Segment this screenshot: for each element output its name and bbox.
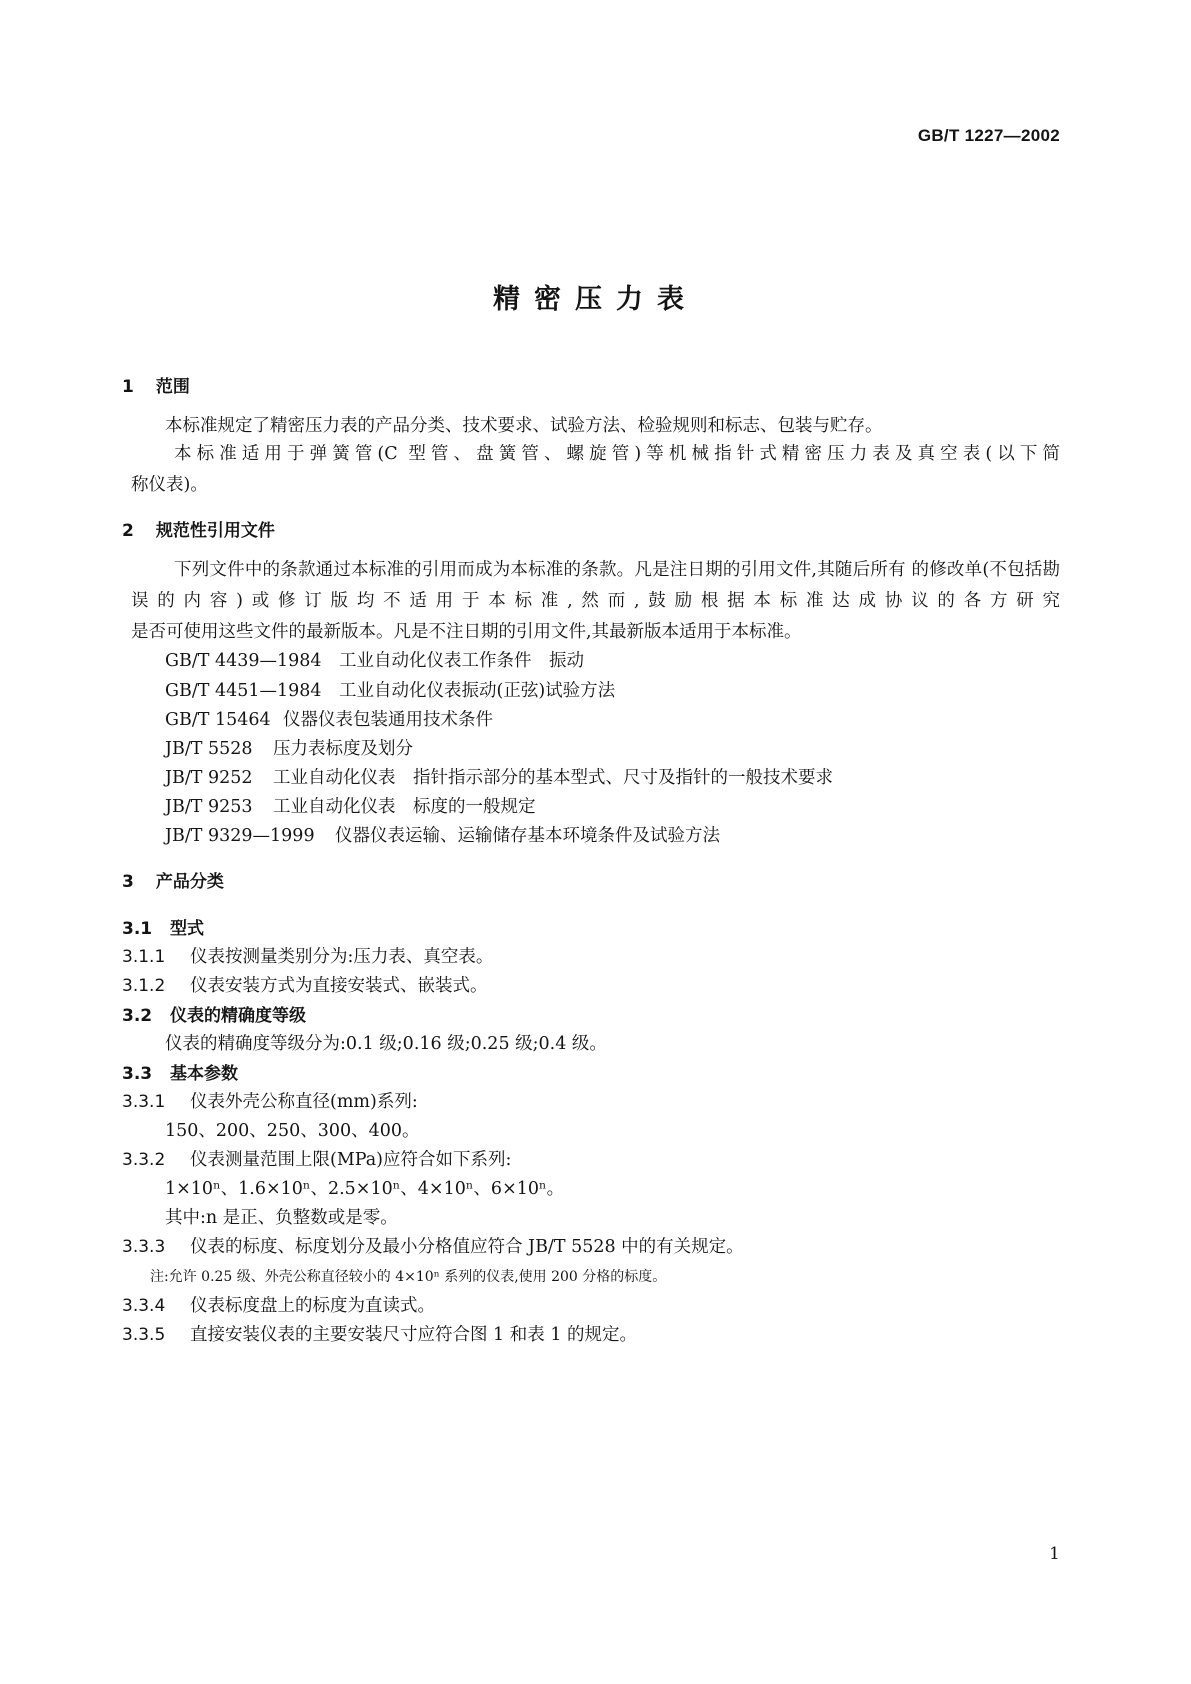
clause-number: 3.3.2 xyxy=(122,1150,166,1170)
standard-number: GB/T 1227—2002 xyxy=(917,126,1060,145)
page-number: 1 xyxy=(1049,1544,1060,1564)
subsection-3-1-heading xyxy=(122,914,204,939)
range-series-note: 其中:n 是正、负整数或是零。 xyxy=(165,1208,398,1228)
clause-3-2-text: 仪表的精确度等级分为:0.1 级;0.16 级;0.25 级;0.4 级。 xyxy=(165,1034,607,1054)
reference-item xyxy=(165,735,413,760)
reference-title: 工业自动化仪表 标度的一般规定 xyxy=(273,797,536,817)
reference-title: 压力表标度及划分 xyxy=(273,739,413,759)
reference-code: JB/T 9252 xyxy=(165,768,253,788)
section-1-heading xyxy=(122,372,190,397)
clause-3-3-1 xyxy=(122,1088,418,1113)
subsection-title: 基本参数 xyxy=(170,1064,238,1084)
paragraph-line: 的修改单(不包括勘误的内容)或修订版均不适用于本标准,然而,鼓励根据本标准达成协议的各方研究 xyxy=(131,560,1060,611)
reference-item xyxy=(165,764,833,789)
reference-code: GB/T 15464 xyxy=(165,710,271,730)
clause-3-3-3 xyxy=(122,1233,744,1258)
clause-number: 3.3.1 xyxy=(122,1092,166,1112)
reference-item xyxy=(165,647,584,672)
reference-title: 仪器仪表运输、运输储存基本环境条件及试验方法 xyxy=(335,826,720,846)
clause-text: 仪表安装方式为直接安装式、嵌装式。 xyxy=(190,976,488,996)
reference-code: JB/T 9329—1999 xyxy=(165,826,315,846)
document-title: 精密压力表 xyxy=(493,284,698,315)
clause-text: 仪表测量范围上限(MPa)应符合如下系列: xyxy=(190,1150,512,1170)
reference-item xyxy=(165,706,493,731)
clause-3-1-1 xyxy=(122,943,493,968)
clause-3-3-2 xyxy=(122,1146,511,1171)
reference-title: 工业自动化仪表 指针指示部分的基本型式、尺寸及指针的一般技术要求 xyxy=(273,768,833,788)
clause-3-3-4 xyxy=(122,1292,435,1317)
clause-text: 直接安装仪表的主要安装尺寸应符合图 1 和表 1 的规定。 xyxy=(190,1325,638,1345)
reference-title: 工业自动化仪表振动(正弦)试验方法 xyxy=(339,681,616,701)
section-2-heading xyxy=(122,516,275,541)
reference-item xyxy=(165,822,720,847)
clause-text: 仪表按测量类别分为:压力表、真空表。 xyxy=(190,947,494,967)
section-title: 产品分类 xyxy=(155,872,224,892)
section-title: 规范性引用文件 xyxy=(155,521,275,541)
section-1-paragraph-1: 本标准规定了精密压力表的产品分类、技术要求、试验方法、检验规则和标志、包装与贮存。 xyxy=(165,416,883,436)
subsection-number: 3.2 xyxy=(122,1006,153,1026)
reference-code: JB/T 9253 xyxy=(165,797,253,817)
section-1-paragraph-2 xyxy=(131,439,1060,501)
section-3-heading xyxy=(122,867,224,892)
clause-number: 3.1.2 xyxy=(122,976,166,996)
reference-item xyxy=(165,793,536,818)
paragraph-line: 本标准适用于弹簧管(C 型管、盘簧管、螺旋管)等机械指针式精密压力表及真空表(以下简 xyxy=(174,444,1060,464)
reference-code: GB/T 4439—1984 xyxy=(165,651,322,671)
reference-title: 仪器仪表包装通用技术条件 xyxy=(283,710,493,730)
section-title: 范围 xyxy=(155,377,190,397)
clause-number: 3.1.1 xyxy=(122,947,166,967)
clause-text: 仪表标度盘上的标度为直读式。 xyxy=(190,1296,435,1316)
clause-text: 仪表外壳公称直径(mm)系列: xyxy=(190,1092,418,1112)
section-number: 1 xyxy=(122,377,134,397)
section-number: 2 xyxy=(122,521,134,541)
reference-item xyxy=(165,677,615,702)
clause-3-3-5 xyxy=(122,1321,637,1346)
subsection-number: 3.3 xyxy=(122,1064,153,1084)
clause-number: 3.3.4 xyxy=(122,1296,166,1316)
range-series: 1×10ⁿ、1.6×10ⁿ、2.5×10ⁿ、4×10ⁿ、6×10ⁿ。 xyxy=(165,1179,565,1199)
diameter-series: 150、200、250、300、400。 xyxy=(165,1121,420,1141)
subsection-title: 仪表的精确度等级 xyxy=(170,1006,306,1026)
paragraph-line: 称仪表)。 xyxy=(131,475,208,495)
reference-code: GB/T 4451—1984 xyxy=(165,681,322,701)
reference-title: 工业自动化仪表工作条件 振动 xyxy=(339,651,584,671)
clause-number: 3.3.5 xyxy=(122,1325,166,1345)
clause-number: 3.3.3 xyxy=(122,1237,166,1257)
section-2-paragraph xyxy=(131,555,1060,648)
subsection-number: 3.1 xyxy=(122,919,153,939)
clause-3-1-2 xyxy=(122,972,488,997)
clause-text: 仪表的标度、标度划分及最小分格值应符合 JB/T 5528 中的有关规定。 xyxy=(190,1237,744,1257)
subsection-3-2-heading xyxy=(122,1001,306,1026)
subsection-3-3-heading xyxy=(122,1059,238,1084)
paragraph-line: 是否可使用这些文件的最新版本。凡是不注日期的引用文件,其最新版本适用于本标准。 xyxy=(131,622,802,642)
paragraph-line: 下列文件中的条款通过本标准的引用而成为本标准的条款。凡是注日期的引用文件,其随后所有 xyxy=(174,560,906,580)
section-number: 3 xyxy=(122,872,134,892)
clause-3-3-3-note: 注:允许 0.25 级、外壳公称直径较小的 4×10ⁿ 系列的仪表,使用 200 分格的标度。 xyxy=(150,1269,667,1285)
reference-code: JB/T 5528 xyxy=(165,739,253,759)
subsection-title: 型式 xyxy=(170,919,204,939)
